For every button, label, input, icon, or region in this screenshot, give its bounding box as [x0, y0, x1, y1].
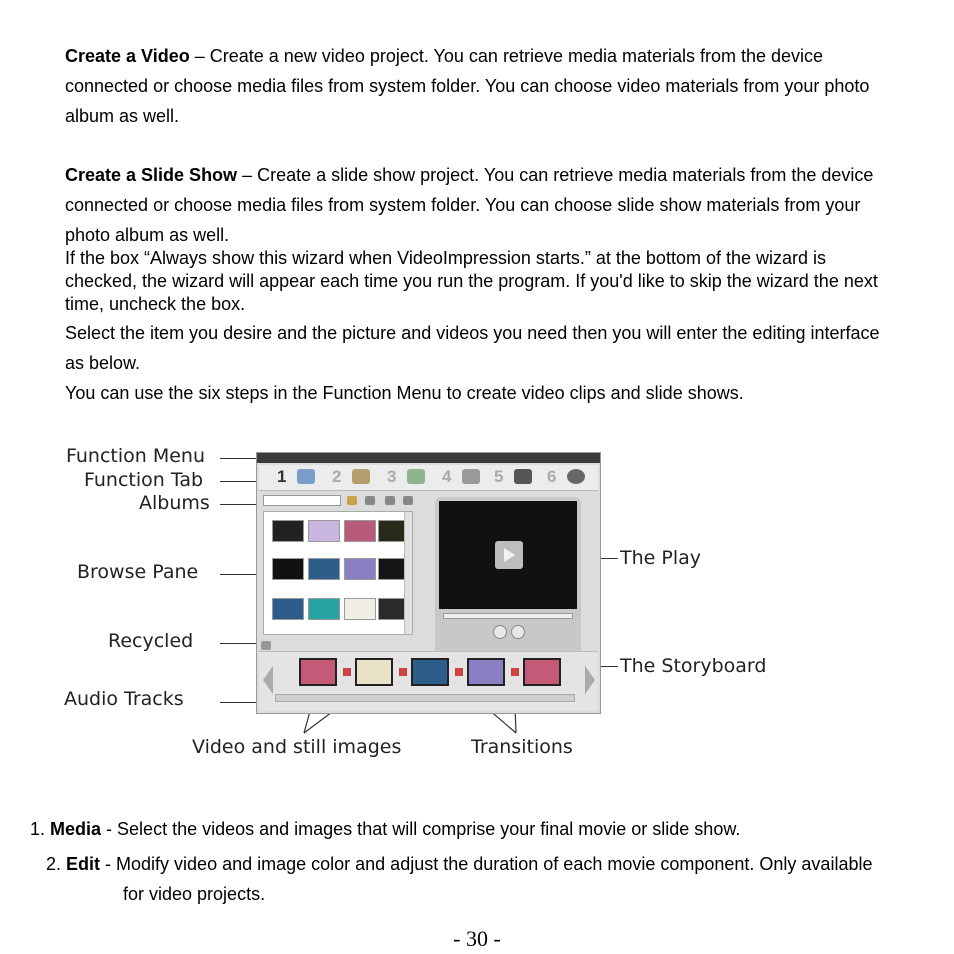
list-media-title: Media	[50, 819, 102, 839]
browse-pane	[263, 511, 413, 635]
thumbnail[interactable]	[272, 558, 304, 580]
thumbnail[interactable]	[272, 598, 304, 620]
tab-media[interactable]	[277, 467, 327, 489]
effects-icon	[407, 469, 425, 484]
thumbnail[interactable]	[344, 558, 376, 580]
label-transitions: Transitions	[471, 736, 573, 758]
app-title-bar	[257, 453, 600, 463]
function-tab-bar	[259, 465, 598, 491]
label-audio-tracks: Audio Tracks	[64, 688, 184, 710]
list-item-edit	[38, 849, 888, 909]
browse-scrollbar[interactable]	[404, 512, 412, 634]
play-overlay-icon[interactable]	[495, 541, 523, 569]
transition-marker[interactable]	[455, 668, 463, 676]
thumbnail[interactable]	[308, 558, 340, 580]
tab-media-number: 1	[277, 467, 287, 486]
tab-effects[interactable]	[387, 467, 437, 489]
seek-bar[interactable]	[443, 613, 573, 619]
create-video-title: Create a Video	[65, 46, 190, 66]
storyboard	[259, 651, 598, 711]
tab-text[interactable]	[442, 467, 492, 489]
thumbnail[interactable]	[344, 598, 376, 620]
list-item-media	[30, 814, 890, 844]
play-button[interactable]	[493, 625, 507, 639]
transition-marker[interactable]	[511, 668, 519, 676]
albums-toolbar	[263, 495, 418, 507]
storyboard-clip[interactable]	[467, 658, 505, 686]
microphone-icon	[514, 469, 532, 484]
transition-marker[interactable]	[343, 668, 351, 676]
list-edit-number: 2.	[46, 854, 62, 874]
produce-icon	[567, 469, 585, 484]
media-icon	[297, 469, 315, 484]
tab-effects-number: 3	[387, 467, 397, 486]
label-video-still-images: Video and still images	[192, 736, 402, 758]
delete-icon[interactable]	[365, 496, 375, 505]
paragraph-wizard: If the box “Always show this wizard when VideoImpression starts.” at the bottom of the wizard is checked, the wizard will appear each time you run the program. If you'd like to skip the wizard the next time, uncheck the box.	[65, 248, 878, 314]
label-browse-pane: Browse Pane	[77, 561, 199, 583]
scroll-right-icon[interactable]	[585, 666, 595, 694]
create-slideshow-title: Create a Slide Show	[65, 165, 238, 185]
storyboard-clip[interactable]	[523, 658, 561, 686]
tab-edit[interactable]	[332, 467, 382, 489]
tab-narrate-number: 5	[494, 467, 504, 486]
label-recycled: Recycled	[108, 630, 194, 652]
stop-button[interactable]	[511, 625, 525, 639]
list-edit-title: Edit	[66, 854, 101, 874]
preview-screen	[439, 501, 577, 609]
thumbnail[interactable]	[344, 520, 376, 542]
paragraph-six-steps: You can use the six steps in the Function Menu to create video clips and slide shows.	[65, 383, 744, 403]
label-the-play: The Play	[620, 547, 702, 569]
create-video-text: – Create a new video project. You can retrieve media materials from the device connected or choose media files from system folder. You can choose video materials from your photo album as well.	[65, 46, 870, 126]
label-the-storyboard: The Storyboard	[620, 655, 767, 677]
tab-edit-number: 2	[332, 467, 342, 486]
folder-icon[interactable]	[347, 496, 357, 505]
tab-narrate[interactable]	[494, 467, 544, 489]
list-media-text: - Select the videos and images that will comprise your final movie or slide show.	[101, 819, 741, 839]
storyboard-clip[interactable]	[299, 658, 337, 686]
label-function-menu: Function Menu	[66, 445, 206, 467]
label-albums: Albums	[139, 492, 210, 514]
text-icon	[462, 469, 480, 484]
list-edit-text: - Modify video and image color and adjust the duration of each movie component. Only available for video projects.	[100, 854, 873, 904]
tab-produce-number: 6	[547, 467, 557, 486]
storyboard-clip[interactable]	[355, 658, 393, 686]
tab-text-number: 4	[442, 467, 452, 486]
recycle-bin-icon[interactable]	[261, 641, 271, 650]
import-icon[interactable]	[385, 496, 395, 505]
thumbnail[interactable]	[308, 598, 340, 620]
edit-icon	[352, 469, 370, 484]
audio-track[interactable]	[275, 694, 575, 702]
player-panel	[435, 497, 581, 659]
thumbnail[interactable]	[308, 520, 340, 542]
label-function-tab: Function Tab	[84, 469, 204, 491]
list-media-number: 1.	[30, 819, 46, 839]
paragraph-select: Select the item you desire and the picture and videos you need then you will enter the editing interface as below.	[65, 323, 880, 373]
scroll-left-icon[interactable]	[263, 666, 273, 694]
storyboard-clip[interactable]	[411, 658, 449, 686]
create-slideshow-text: – Create a slide show project. You can retrieve media materials from the device connected or choose media files from system folder. You can choose slide show materials from your photo album as well.	[65, 165, 874, 245]
tab-produce[interactable]	[547, 467, 597, 489]
transition-marker[interactable]	[399, 668, 407, 676]
page-number: - 30 -	[453, 926, 501, 951]
albums-select[interactable]	[263, 495, 341, 506]
thumbnail[interactable]	[272, 520, 304, 542]
capture-icon[interactable]	[403, 496, 413, 505]
app-window-screenshot	[256, 452, 601, 714]
